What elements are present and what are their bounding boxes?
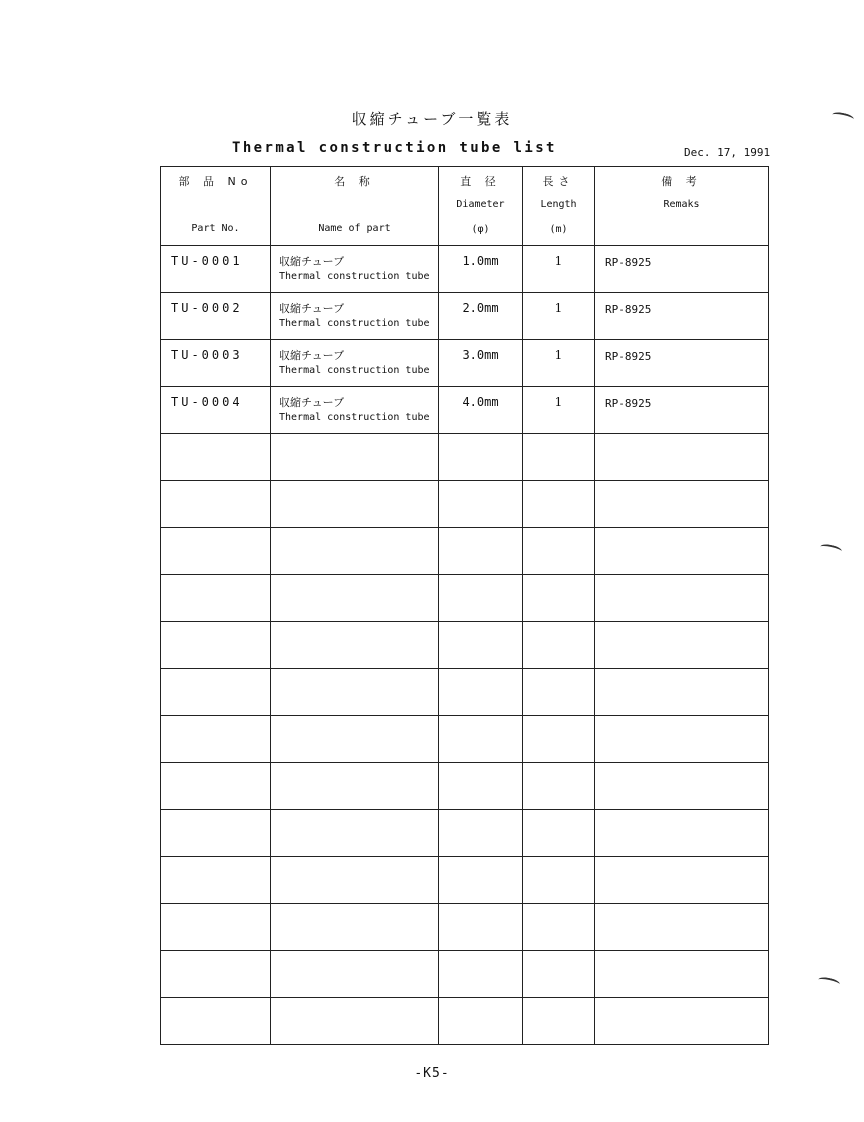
empty-cell [161,951,271,998]
table-row-empty [161,763,769,810]
cell-length [523,246,595,293]
table-row-empty [161,857,769,904]
header-length [523,167,595,246]
part-name-en: Thermal construction tube [279,318,430,329]
remarks-value: RP-8925 [605,303,652,316]
empty-cell [161,622,271,669]
empty-cell [161,904,271,951]
part-name-en: Thermal construction tube [279,271,430,282]
empty-cell [595,857,769,904]
empty-cell [439,669,523,716]
empty-cell [595,575,769,622]
table-row-empty [161,998,769,1045]
empty-cell [595,481,769,528]
tube-list-table [160,166,769,1045]
empty-cell [523,669,595,716]
empty-cell [439,716,523,763]
empty-cell [161,763,271,810]
empty-cell [161,481,271,528]
cell-diameter [439,293,523,340]
empty-cell [161,716,271,763]
empty-cell [161,810,271,857]
cell-name [271,246,439,293]
cell-remarks [595,246,769,293]
cell-name [271,387,439,434]
table-row-empty [161,716,769,763]
cell-part-no [161,246,271,293]
cell-diameter [439,340,523,387]
remarks-value: RP-8925 [605,397,652,410]
empty-cell [271,528,439,575]
empty-cell [595,622,769,669]
empty-cell [271,857,439,904]
document-date: Dec. 17, 1991 [684,146,771,159]
part-name-jp: 収縮チューブ [279,255,345,268]
header-remarks [595,167,769,246]
cell-length [523,387,595,434]
table-row-empty [161,528,769,575]
cell-diameter [439,246,523,293]
table-row-empty [161,481,769,528]
empty-cell [271,951,439,998]
part-name-en: Thermal construction tube [279,412,430,423]
empty-cell [523,622,595,669]
header-part-no-jp: 部 品 No [178,175,253,188]
part-name-en: Thermal construction tube [279,365,430,376]
part-no: TU-0001 [171,254,243,268]
empty-cell [595,669,769,716]
table-row-empty [161,575,769,622]
empty-cell [161,857,271,904]
header-length-unit: (m) [549,224,568,235]
diameter-value: 1.0mm [462,254,499,268]
empty-cell [439,857,523,904]
diameter-value: 4.0mm [462,395,499,409]
table-row-empty [161,904,769,951]
header-remarks-en: Remaks [663,199,700,210]
empty-cell [161,434,271,481]
empty-cell [439,810,523,857]
table-row [161,340,769,387]
empty-cell [439,904,523,951]
table-header-row [161,167,769,246]
empty-cell [523,857,595,904]
header-name [271,167,439,246]
header-diameter-jp: 直 径 [460,175,501,188]
empty-cell [271,481,439,528]
page-title-en: Thermal construction tube list [232,140,557,156]
empty-cell [595,434,769,481]
length-value: 1 [554,395,563,409]
empty-cell [271,810,439,857]
empty-cell [523,716,595,763]
page-title-jp: 収縮チューブ一覧表 [351,110,513,128]
table-row-empty [161,669,769,716]
cell-part-no [161,293,271,340]
remarks-value: RP-8925 [605,350,652,363]
cell-name [271,293,439,340]
empty-cell [523,763,595,810]
header-length-en: Length [540,199,577,210]
empty-cell [595,763,769,810]
cell-remarks [595,387,769,434]
empty-cell [523,998,595,1045]
header-diameter [439,167,523,246]
empty-cell [523,481,595,528]
empty-cell [523,951,595,998]
empty-cell [271,434,439,481]
header-name-jp: 名 称 [334,175,375,188]
empty-cell [439,575,523,622]
scan-mark-middle [819,543,842,555]
empty-cell [523,810,595,857]
empty-cell [595,951,769,998]
header-remarks-jp: 備 考 [661,175,702,188]
empty-cell [161,528,271,575]
empty-cell [271,669,439,716]
empty-cell [595,998,769,1045]
empty-cell [271,998,439,1045]
cell-length [523,293,595,340]
empty-cell [271,716,439,763]
cell-part-no [161,387,271,434]
header-name-en: Name of part [318,223,391,234]
empty-cell [523,575,595,622]
empty-cell [439,763,523,810]
header-part-no-en: Part No. [191,223,240,234]
table-row-empty [161,810,769,857]
part-name-jp: 収縮チューブ [279,349,345,362]
empty-cell [439,951,523,998]
cell-remarks [595,293,769,340]
part-name-jp: 収縮チューブ [279,302,345,315]
empty-cell [439,998,523,1045]
header-diameter-en: Diameter [456,199,505,210]
empty-cell [271,763,439,810]
empty-cell [439,622,523,669]
length-value: 1 [554,254,563,268]
cell-remarks [595,340,769,387]
part-name-jp: 収縮チューブ [279,396,345,409]
part-no: TU-0004 [171,395,243,409]
table-row-empty [161,622,769,669]
empty-cell [523,904,595,951]
cell-length [523,340,595,387]
empty-cell [523,434,595,481]
empty-cell [439,528,523,575]
cell-part-no [161,340,271,387]
part-no: TU-0002 [171,301,243,315]
table-row [161,387,769,434]
empty-cell [161,669,271,716]
empty-cell [271,904,439,951]
table-row [161,246,769,293]
length-value: 1 [554,348,563,362]
empty-cell [161,998,271,1045]
empty-cell [595,810,769,857]
empty-cell [595,528,769,575]
length-value: 1 [554,301,563,315]
diameter-value: 2.0mm [462,301,499,315]
empty-cell [595,716,769,763]
empty-cell [161,575,271,622]
empty-cell [271,575,439,622]
table-row [161,293,769,340]
header-length-jp: 長さ [542,175,575,188]
table-row-empty [161,951,769,998]
diameter-value: 3.0mm [462,348,499,362]
empty-cell [271,622,439,669]
header-diameter-unit: (φ) [471,224,490,235]
scan-mark-bottom [817,976,840,988]
header-part-no [161,167,271,246]
cell-diameter [439,387,523,434]
empty-cell [595,904,769,951]
empty-cell [523,528,595,575]
empty-cell [439,434,523,481]
empty-cell [439,481,523,528]
page-number: -K5- [414,1066,450,1081]
part-no: TU-0003 [171,348,243,362]
cell-name [271,340,439,387]
remarks-value: RP-8925 [605,256,652,269]
table-row-empty [161,434,769,481]
